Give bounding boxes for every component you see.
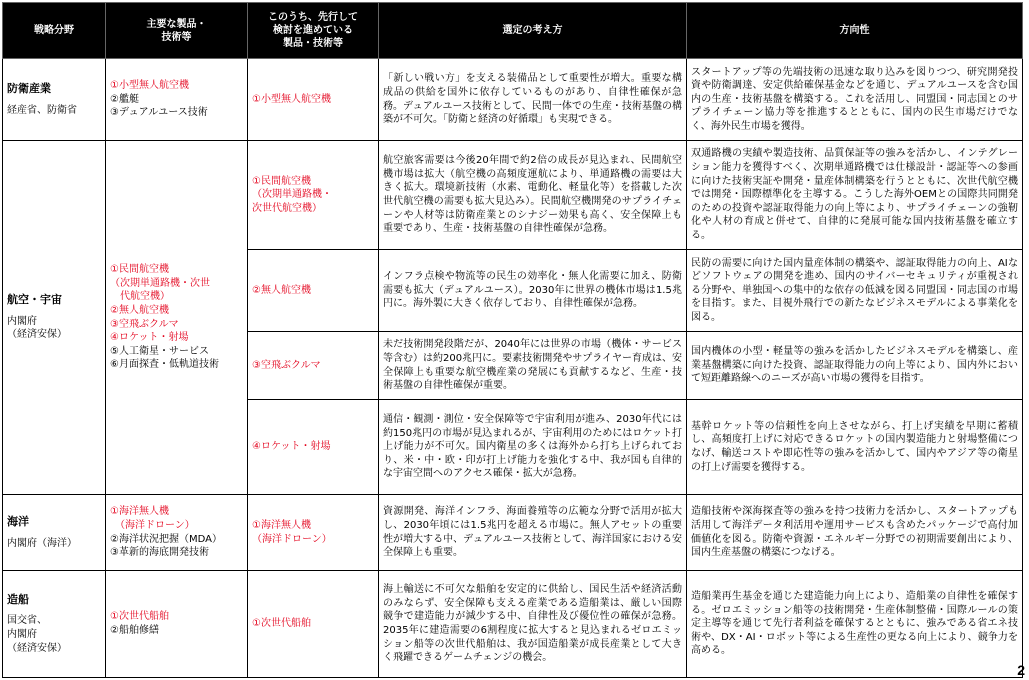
advanced-aerospace-flying-car: ③空飛ぶクルマ — [248, 332, 379, 400]
table-row — [3, 59, 1023, 141]
strategy-table — [2, 2, 1023, 678]
direction-aerospace-rocket: 基幹ロケット等の信頼性を向上させながら、打上げ実績を早期に蓄積し、高頻度打上げに対応できるロケットの国内製造能力と射場整備につなげ、輸送コストや即応性等の強みを活かして、国内やアジア等の衛星の打上げ需要を獲得する。 — [687, 400, 1023, 495]
main-product-item: ②海洋状況把握（MDA） — [110, 533, 222, 545]
rationale-ocean: 資源開発、海洋インフラ、海面養殖等の広範な分野で活用が拡大し、2030年頃には1.5兆円を超える市場に。無人アセットの重要性が増大する中、デュアルユース技術として、海洋国家における安全保障上も重要。 — [379, 495, 687, 571]
rationale-aerospace-aircraft: 航空旅客需要は今後20年間で約2倍の成長が見込まれ、民間航空機市場は拡大（航空機の高頻度運航により、単通路機の需要は大きく拡大。環境新技術（水素、電動化、軽量化等）を搭載した次世代航空機の需要も拡大見込み）。民間航空機開発のサプライチェーンや人材等は防衛産業とのシナジー効果も高く、安全保障上も重要であり、生産・技術基盤の自律性確保が急務。 — [379, 141, 687, 250]
sector-ocean — [3, 495, 106, 571]
header-direction: 方向性 — [687, 3, 1023, 59]
sector-name: 造船 — [7, 592, 29, 606]
ministry: 経産省、防衛省 — [7, 104, 77, 116]
direction-aerospace-flying-car: 国内機体の小型・軽量等の強みを活かしたビジネスモデルを構築し、産業基盤構築に向けた投資、認証取得能力の向上等により、国内外において短距離路線へのニーズが高い市場の獲得を目指す。 — [687, 332, 1023, 400]
main-product-item: ③デュアルユース技術 — [110, 107, 208, 119]
rationale-defense: 「新しい戦い方」を支える装備品として重要性が増大。重要な構成品の供給を国外に依存しているものがあり、自律性確保が急務。デュアルユース技術として、民間一体での生産・技術基盤の構築が不可欠。「防衛と経済の好循環」も実現できる。 — [379, 59, 687, 141]
advanced-aerospace-rocket: ④ロケット・射場 — [248, 400, 379, 495]
direction-ocean: 造船技術や深海探査等の強みを持つ技術力を活かし、スタートアップも活用して海洋データ利活用や運用サービスも含めたパッケージで高付加価値化を図る。防衛や資源・エネルギー分野での初期需要創出により、国内生産基盤の構築につなげる。 — [687, 495, 1023, 571]
rationale-aerospace-drone: インフラ点検や物流等の民生の効率化・無人化需要に加え、防衛需要も拡大（デュアルユース）。2030年に世界の機体市場は1.5兆円に。海外製に大きく依存しており、自律性確保が急務。 — [379, 250, 687, 332]
table-row — [3, 495, 1023, 571]
rationale-aerospace-rocket: 通信・観測・測位・安全保障等で宇宙利用が進み、2030年代には約150兆円の市場が見込まれるが、宇宙利用のためにはロケット打上げ能力が不可欠。国内衛星の多くは海外から打ち上げられており、米・中・欧・印が打上げ能力を強化する中、我が国も自律的な宇宙空間へのアクセス確保・拡大が急務。 — [379, 400, 687, 495]
ministry: 国交省、 内閣府 （経済安保） — [7, 615, 67, 654]
main-product-item: ②艦艇 — [110, 93, 139, 105]
header-advanced-products: このうち、先行して 検討を進めている 製品・技術等 — [248, 3, 379, 59]
advanced-aerospace-aircraft: ①民間航空機 （次期単通路機・ 次世代航空機） — [248, 141, 379, 250]
advanced-defense: ①小型無人航空機 — [248, 59, 379, 141]
sector-name: 防衛産業 — [7, 81, 51, 95]
sector-defense — [3, 59, 106, 141]
direction-defense: スタートアップ等の先端技術の迅速な取り込みを図りつつ、研究開発投資や防衛調達、安定供給確保基金などを通じ、デュアルユースを含む国内の生産・技術基盤を構築する。これを活用し、同盟国・同志国とのサプライチェーン協力等を推進するとともに、国内の民生市場だけでなく、海外民生市場を獲得。 — [687, 59, 1023, 141]
main-product-item: ②船舶修繕 — [110, 625, 159, 636]
header-row — [3, 3, 1023, 59]
main-products-aerospace — [106, 141, 248, 495]
main-product-item: ⑥月面探査・低軌道技術 — [110, 359, 219, 371]
header-rationale: 選定の考え方 — [379, 3, 687, 59]
ministry: 内閣府 （経済安保） — [7, 315, 67, 341]
header-main-products: 主要な製品・ 技術等 — [106, 3, 248, 59]
direction-shipbuilding: 造船業再生基金を通じた建造能力向上により、造船業の自律性を確保する。ゼロエミッション船等の技術開発・生産体制整備・国際ルールの策定主導等を通じて先行者利益を確保するとともに、強みである省エネ技術や、DX・AI・ロボット等による生産性の更なる向上により、競争力を高める。 — [687, 571, 1023, 678]
sector-shipbuilding — [3, 571, 106, 678]
table-row — [3, 571, 1023, 678]
ministry: 内閣府（海洋） — [7, 537, 77, 549]
sector-name: 海洋 — [7, 514, 29, 528]
main-product-item: （海洋ドローン） — [110, 519, 195, 531]
main-product-item: ①海洋無人機 — [110, 506, 169, 518]
main-product-item: ④ロケット・射場 — [110, 332, 189, 344]
main-product-item: ①小型無人航空機 — [110, 80, 189, 92]
page-number: 2 — [1017, 662, 1025, 678]
advanced-ocean: ①海洋無人機 （海洋ドローン） — [248, 495, 379, 571]
main-product-item: （次期単通路機・次世 — [110, 277, 210, 289]
main-product-item: ②無人航空機 — [110, 304, 169, 316]
main-product-item: ①民間航空機 — [110, 264, 169, 276]
sector-name: 航空・宇宙 — [7, 293, 62, 307]
main-product-item: ⑤人工衛星・サービス — [110, 345, 209, 357]
main-products-defense — [106, 59, 248, 141]
rationale-aerospace-flying-car: 未だ技術開発段階だが、2040年には世界の市場（機体・サービス等含む）は約200兆円に。要素技術開発やサプライヤー育成は、安全保障上も重要な航空機産業の発展にも貢献するなど、生産・技術基盤の自律性確保が重要。 — [379, 332, 687, 400]
advanced-aerospace-drone: ②無人航空機 — [248, 250, 379, 332]
sector-aerospace — [3, 141, 106, 495]
main-product-item: ③空飛ぶクルマ — [110, 318, 179, 330]
table-row — [3, 141, 1023, 250]
main-product-item: ①次世代船舶 — [110, 611, 169, 623]
direction-aerospace-drone: 民防の需要に向けた国内量産体制の構築や、認証取得能力の向上、AIなどソフトウェアの開発を進め、国内のサイバーセキュリティが重視される分野や、単独国への集中的な依存の低減を図る同盟国・同志国の市場を目指す。また、目視外飛行での新たなビジネスモデルによる事業化を図る。 — [687, 250, 1023, 332]
advanced-shipbuilding: ①次世代船舶 — [248, 571, 379, 678]
main-product-item: ③革新的海底開発技術 — [110, 547, 209, 559]
direction-aerospace-aircraft: 双通路機の実績や製造技術、品質保証等の強みを活かし、インテグレーション能力を獲得すべく、次期単通路機では仕様設計・認証等への参画に向けた技術実証や開発・量産体制構築を行うとともに、次世代航空機では開発・国際標準化を主導する。こうした海外OEMとの国際共同開発のための投資や認証取得能力の向上等により、サプライチェーンの強靭化や人材の育成と併せて、自律的に発展可能な国内技術基盤を確立する。 — [687, 141, 1023, 250]
main-product-item: 代航空機） — [110, 291, 170, 303]
header-sector: 戦略分野 — [3, 3, 106, 59]
main-products-shipbuilding — [106, 571, 248, 678]
rationale-shipbuilding: 海上輸送に不可欠な船舶を安定的に供給し、国民生活や経済活動のみならず、安全保障も支える産業である造船業は、厳しい国際競争で建造能力が減少する中、自律性及び優位性の確保が急務。2035年に建造需要の6割程度に拡大すると見込まれるゼロエミッション船等の次世代船舶は、我が国造船業が成長産業として大きく飛躍できるゲームチェンジの機会。 — [379, 571, 687, 678]
main-products-ocean — [106, 495, 248, 571]
